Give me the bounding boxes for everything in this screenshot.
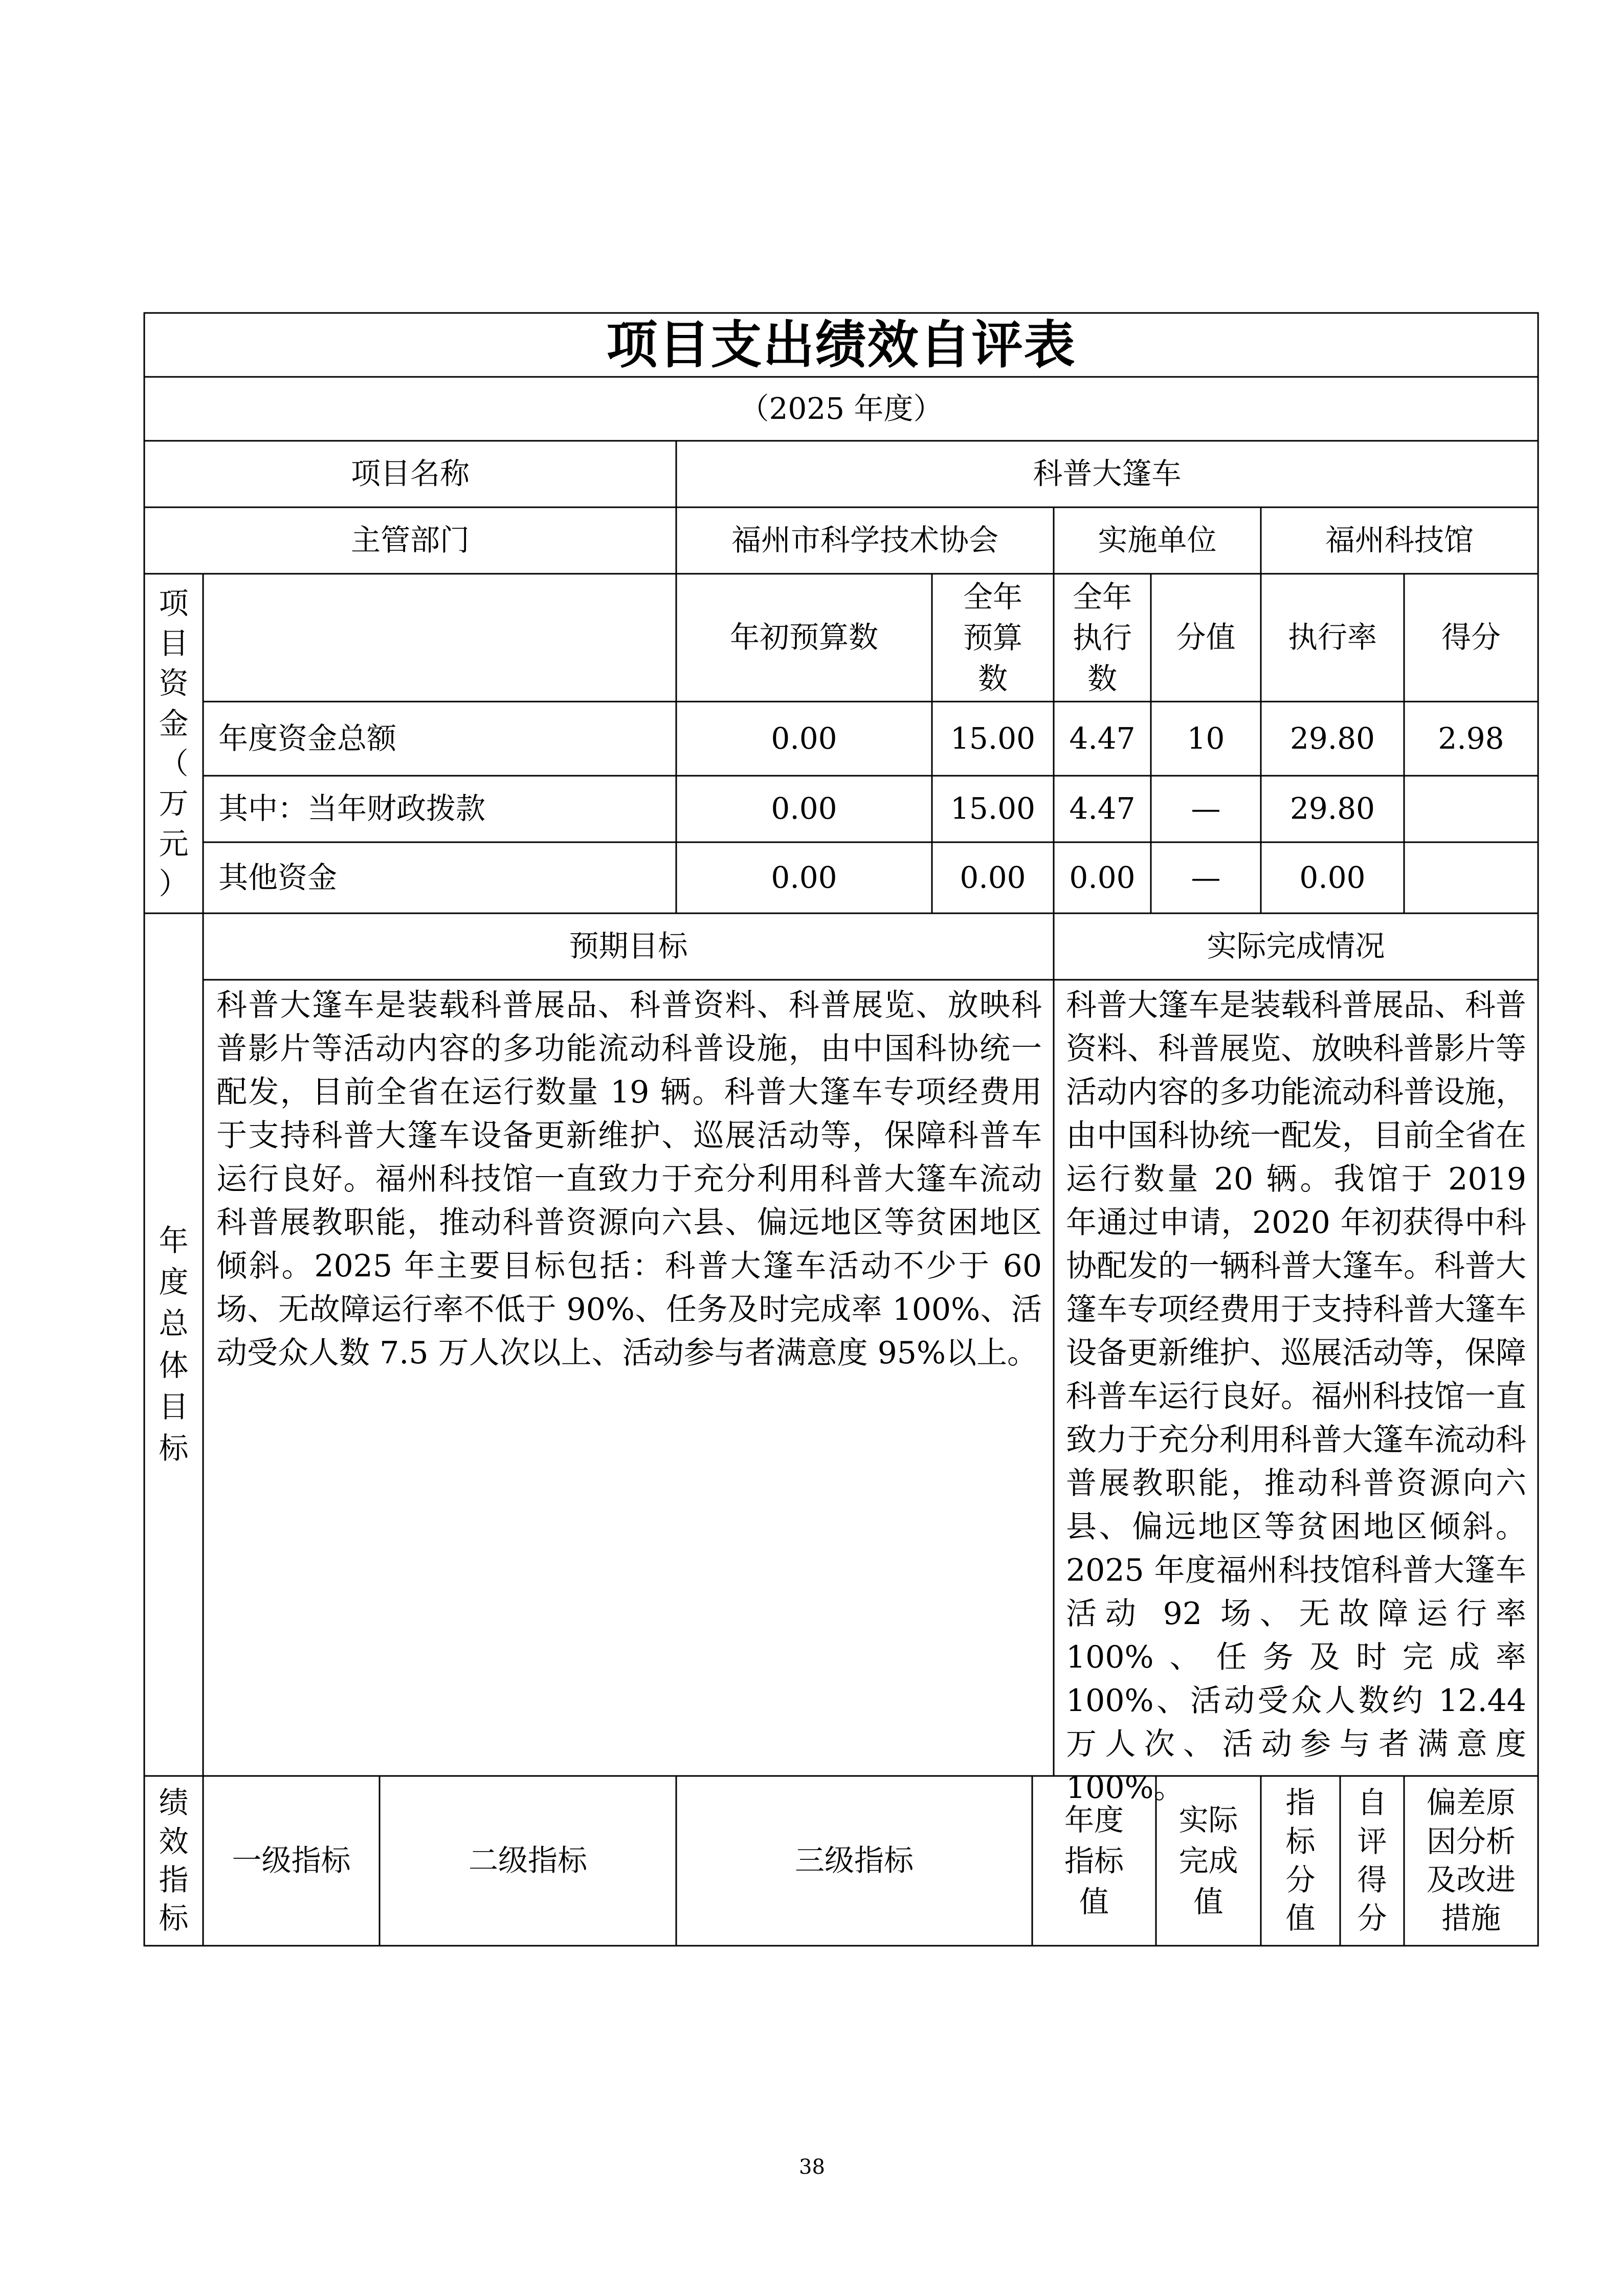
header-score-value: 分值 <box>1176 620 1236 655</box>
funds-row-weight: — <box>1191 860 1221 895</box>
department-value: 福州市科学技术协会 <box>731 523 998 558</box>
header-actual-value: 实际 完成 值 <box>1178 1802 1238 1920</box>
funds-row-initial: 0.00 <box>771 721 837 756</box>
header-annual-executed: 全年 执行 数 <box>1072 579 1132 696</box>
page-number: 38 <box>799 2155 825 2179</box>
report-year: （2025 年度） <box>739 391 943 426</box>
header-initial-budget: 年初预算数 <box>729 620 878 655</box>
expected-goals-header: 预期目标 <box>569 929 688 964</box>
funds-row-annual: 15.00 <box>950 791 1036 826</box>
funds-row-annual: 15.00 <box>950 721 1036 756</box>
goals-section-label: 年 度 总 体 目 标 <box>159 1223 189 1466</box>
header-level3-indicator: 三级指标 <box>794 1843 914 1878</box>
actual-results-text: 科普大篷车是装载科普展品、科普资料、科普展览、放映科普影片等活动内容的多功能流动科普设施，由中国科协统一配发，目前全省在运行数量 20 辆。我馆于 2019 年通过申请，2020 年初获得中科协配发的一辆科普大篷车。科普大篷车专项经费用于支持科普大篷车设备更新维护、巡展活动等，保障科普车运行良好。福州科技馆一直致力于充分利用科普大篷车流动科普展教职能，推动科普资源向六县、偏远地区等贫困地区倾斜。2025 年度福州科技馆科普大篷车活动 92 场、无故障运行率 100%、任务及时完成率 100%、活动受众人数约 12.44 万人次、活动参与者满意度 100%。 <box>1066 987 1526 1806</box>
funds-row-initial: 0.00 <box>771 860 837 895</box>
funds-row-initial: 0.00 <box>771 791 837 826</box>
funds-row-label: 其他资金 <box>218 860 338 895</box>
header-level1-indicator: 一级指标 <box>232 1843 351 1878</box>
project-name-value: 科普大篷车 <box>1033 456 1182 491</box>
funds-row-annual: 0.00 <box>960 860 1026 895</box>
funds-row-executed: 0.00 <box>1069 860 1136 895</box>
funds-row-weight: 10 <box>1187 721 1225 756</box>
header-annual-budget: 全年 预算 数 <box>963 579 1022 696</box>
funds-row-score <box>1404 842 1538 913</box>
funds-row-score <box>1404 776 1538 842</box>
implementer-label: 实施单位 <box>1098 523 1217 558</box>
expected-goals-text: 科普大篷车是装载科普展品、科普资料、科普展览、放映科普影片等活动内容的多功能流动科普设施，由中国科协统一配发，目前全省在运行数量 19 辆。科普大篷车专项经费用于支持科普大篷车设备更新维护、巡展活动等，保障科普车运行良好。福州科技馆一直致力于充分利用科普大篷车流动科普展教职能，推动科普资源向六县、偏远地区等贫困地区倾斜。2025 年主要目标包括：科普大篷车活动不少于 60 场、无故障运行率不低于 90%、任务及时完成率 100%、活动受众人数 7.5 万人次以上、活动参与者满意度 95%以上。 <box>216 987 1042 1371</box>
project-name-label: 项目名称 <box>350 456 470 491</box>
header-annual-target: 年度 指标 值 <box>1064 1802 1124 1920</box>
funds-section-label: 项 目 资 金 （ 万 元 ） <box>159 586 189 901</box>
form-title: 项目支出绩效自评表 <box>606 314 1076 375</box>
header-level2-indicator: 二级指标 <box>468 1843 587 1878</box>
performance-section-label: 绩 效 指 标 <box>159 1785 189 1936</box>
header-execution-rate: 执行率 <box>1287 620 1377 655</box>
funds-row-weight: — <box>1191 791 1221 826</box>
funds-row-rate: 29.80 <box>1289 791 1375 826</box>
header-self-score: 自 评 得 分 <box>1357 1785 1387 1936</box>
header-score: 得分 <box>1441 620 1501 655</box>
header-deviation-analysis: 偏差原 因分析 及改进 措施 <box>1426 1785 1516 1936</box>
department-label: 主管部门 <box>350 523 470 558</box>
funds-row-executed: 4.47 <box>1069 721 1136 756</box>
funds-row-score: 2.98 <box>1438 721 1504 756</box>
header-indicator-weight: 指 标 分 值 <box>1285 1785 1316 1936</box>
funds-row-label: 年度资金总额 <box>218 721 397 756</box>
funds-row-rate: 29.80 <box>1289 721 1375 756</box>
funds-row-label: 其中：当年财政拨款 <box>218 791 486 826</box>
implementer-value: 福州科技馆 <box>1325 523 1474 558</box>
funds-row-rate: 0.00 <box>1299 860 1366 895</box>
actual-results-header: 实际完成情况 <box>1207 929 1385 964</box>
funds-row-executed: 4.47 <box>1069 791 1136 826</box>
